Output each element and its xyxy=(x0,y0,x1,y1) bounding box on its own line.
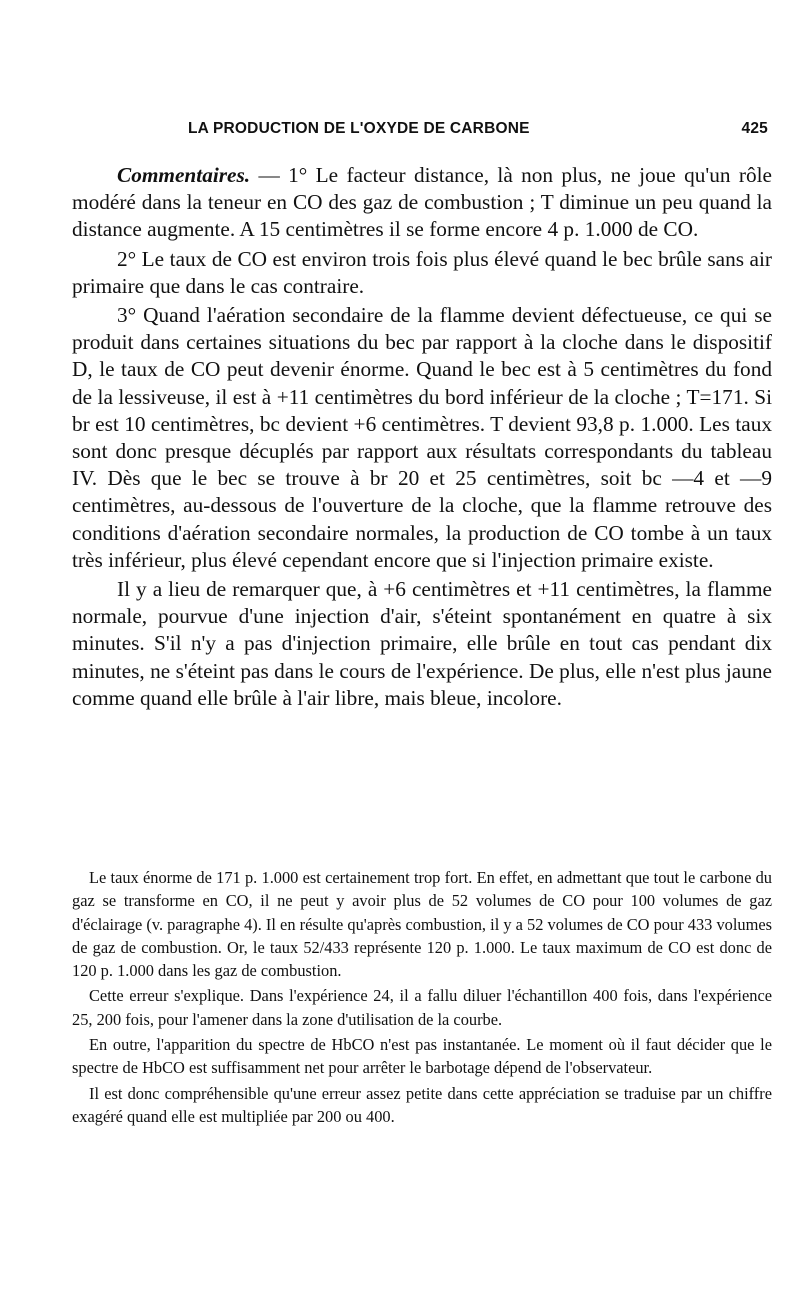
body-paragraph-2: 2° Le taux de CO est environ trois fois plus élevé quand le bec brûle sans air primaire que dans le cas contraire. xyxy=(72,246,772,298)
body-paragraph-1-text: — 1° Le facteur distance, là non plus, ne joue qu'un rôle modéré dans la teneur en CO des gaz de combustion ; T diminue un peu quand la distance augmente. A 15 centimètres il se forme encore 4 p. 1.000 de CO. xyxy=(72,163,772,242)
main-text xyxy=(72,162,772,714)
body-paragraph-3: 3° Quand l'aération secondaire de la flamme devient défectueuse, ce qui se produit dans certaines situations du bec par rapport à la cloche dans le dispositif D, le taux de CO peut devenir énorme. Quand le bec est à 5 centimètres du fond de la lessiveuse, il est à +11 centimètres du bord inférieur de la cloche ; T=171. Si br est 10 centimètres, bc devient +6 centimètres. T devient 93,8 p. 1.000. Les taux sont donc presque décuplés par rapport aux résultats correspondants du tableau IV. Dès que le bec se trouve à br 20 et 25 centimètres, soit bc —4 et —9 centimètres, au-dessous de l'ouverture de la cloche, que la flamme retrouve des conditions d'aération secondaire normales, la production de CO tombe à un taux très inférieur, plus élevé cependant encore que si l'injection primaire existe. xyxy=(72,303,772,572)
body-paragraph-1 xyxy=(72,162,772,244)
page-header xyxy=(70,118,770,144)
note-paragraph-3: En outre, l'apparition du spectre de HbCO n'est pas instantanée. Le moment où il faut décider que le spectre de HbCO est suffisamment net pour arrêter le barbotage dépend de l'observateur. xyxy=(72,1035,772,1078)
note-paragraph-2: Cette erreur s'explique. Dans l'expérience 24, il a fallu diluer l'échantillon 400 fois, dans l'expérience 25, 200 fois, pour l'amener dans la zone d'utilisation de la courbe. xyxy=(72,986,772,1029)
note-paragraph-1: Le taux énorme de 171 p. 1.000 est certainement trop fort. En effet, en admettant que tout le carbone du gaz se transforme en CO, il ne peut y avoir plus de 52 volumes de CO pour 100 volumes de gaz d'éclairage (v. paragraphe 4). Il en résulte qu'après combustion, il y a 52 volumes de CO pour 433 volumes de gaz de combustion. Or, le taux 52/433 représente 120 p. 1.000. Le taux maximum de CO est donc de 120 p. 1.000 dans les gaz de combustion. xyxy=(72,868,772,981)
body-paragraph-4: Il y a lieu de remarquer que, à +6 centimètres et +11 centimètres, la flamme normale, pourvue d'une injection d'air, s'éteint spontanément en quatre à six minutes. S'il n'y a pas d'injection primaire, elle brûle en tout cas pendant dix minutes, ne s'éteint pas dans le cours de l'expérience. De plus, elle n'est plus jaune comme quand elle brûle à l'air libre, mais bleue, incolore. xyxy=(72,577,772,710)
footnotes xyxy=(72,866,772,1130)
commentaires-lead: Commentaires. xyxy=(117,163,251,187)
running-title: LA PRODUCTION DE L'OXYDE DE CARBONE xyxy=(188,120,530,137)
note-paragraph-4: Il est donc compréhensible qu'une erreur assez petite dans cette appréciation se traduise par un chiffre exagéré quand elle est multipliée par 200 ou 400. xyxy=(72,1083,772,1126)
page-number: 425 xyxy=(741,120,768,137)
